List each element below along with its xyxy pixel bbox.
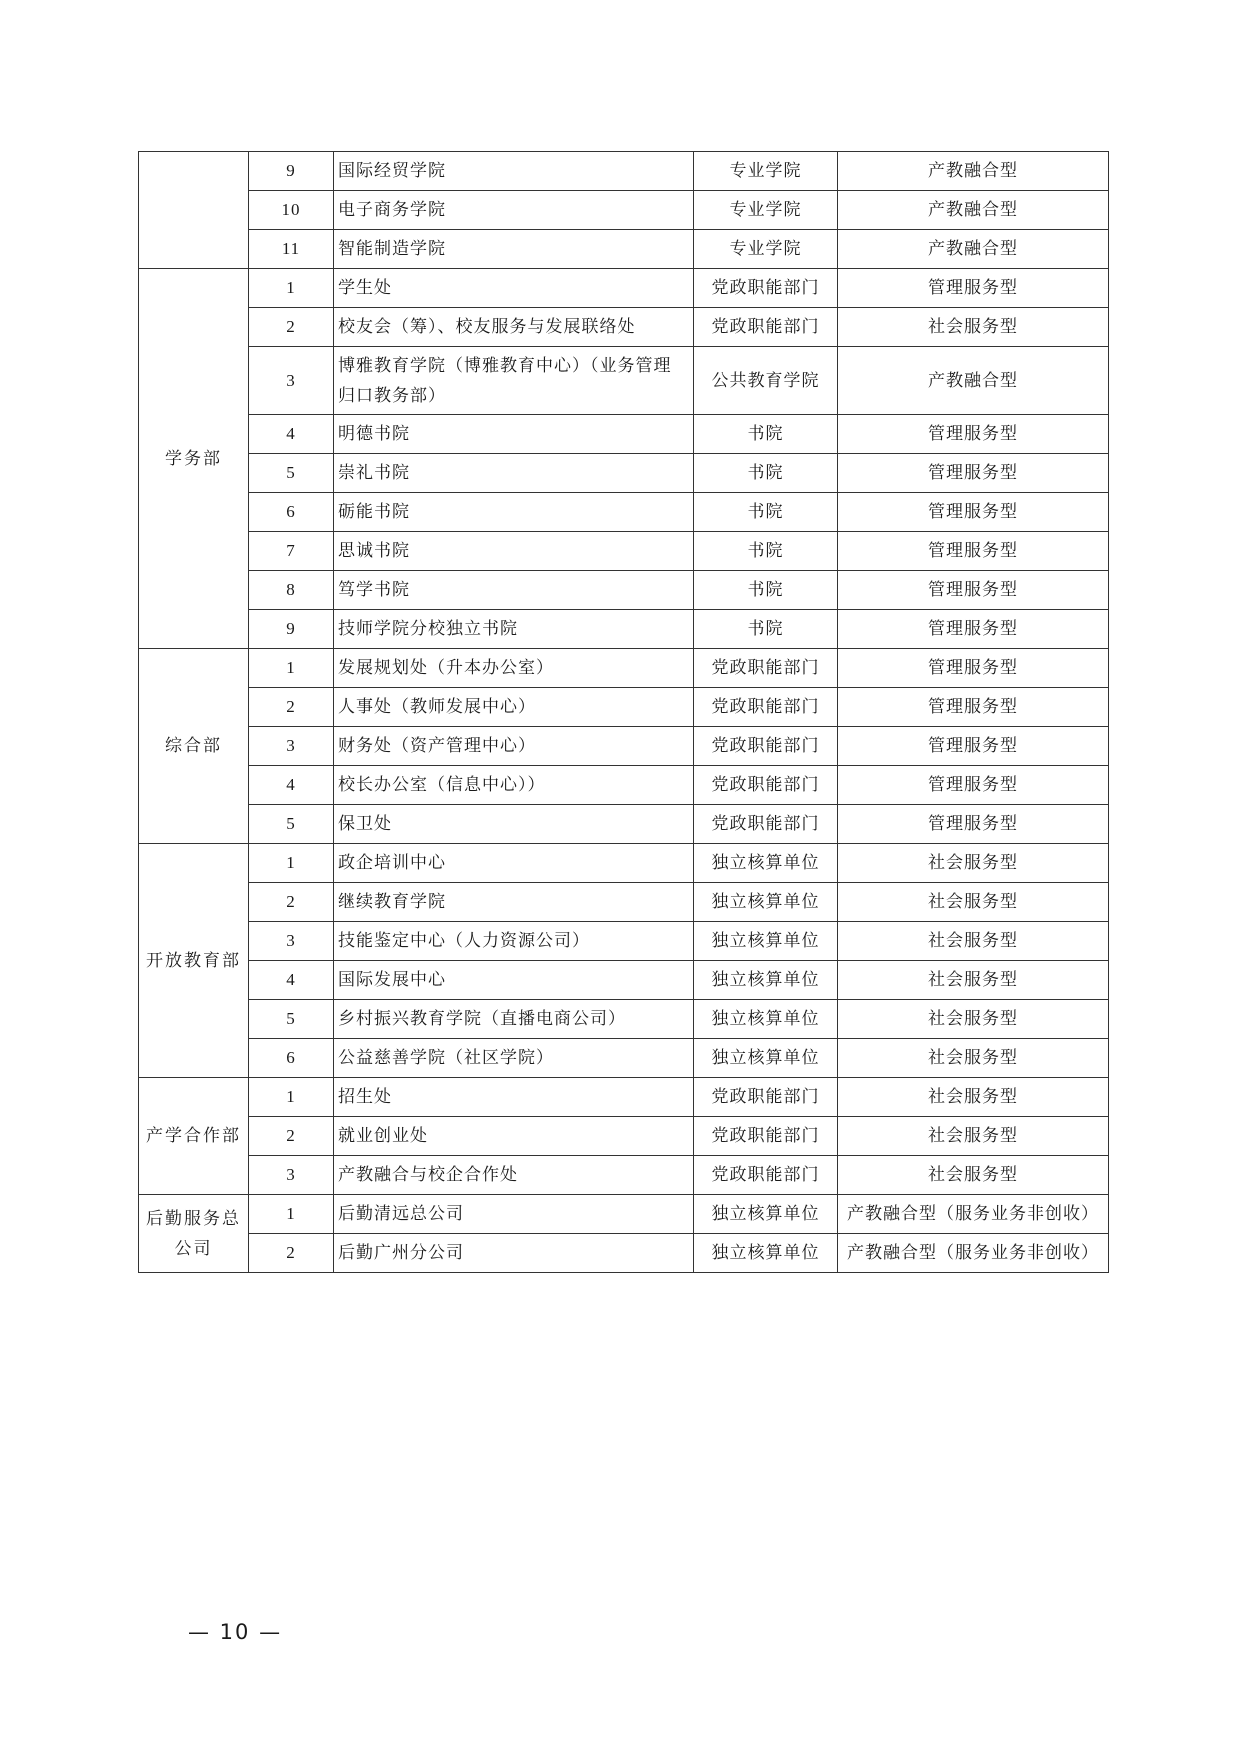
unit-number-cell: 4 xyxy=(249,766,334,805)
unit-type-cell: 产教融合型（服务业务非创收） xyxy=(838,1234,1109,1273)
page-number: — 10 — xyxy=(188,1620,283,1644)
unit-number-cell: 9 xyxy=(249,610,334,649)
table-row xyxy=(139,961,1109,1000)
unit-name-cell: 后勤广州分公司 xyxy=(334,1234,694,1273)
unit-number-cell: 2 xyxy=(249,688,334,727)
unit-name-cell: 明德书院 xyxy=(334,415,694,454)
unit-type-cell: 产教融合型（服务业务非创收） xyxy=(838,1195,1109,1234)
unit-name-cell: 国际经贸学院 xyxy=(334,152,694,191)
unit-type-cell: 管理服务型 xyxy=(838,571,1109,610)
unit-category-cell: 党政职能部门 xyxy=(694,727,838,766)
unit-category-cell: 党政职能部门 xyxy=(694,1156,838,1195)
unit-category-cell: 独立核算单位 xyxy=(694,1234,838,1273)
unit-name-cell: 校友会（筹）、校友服务与发展联络处 xyxy=(334,308,694,347)
table-row xyxy=(139,347,1109,415)
table-row xyxy=(139,688,1109,727)
unit-category-cell: 书院 xyxy=(694,454,838,493)
unit-number-cell: 9 xyxy=(249,152,334,191)
unit-name-cell: 砺能书院 xyxy=(334,493,694,532)
organization-table-body xyxy=(139,152,1109,1273)
unit-name-cell: 智能制造学院 xyxy=(334,230,694,269)
unit-name-cell: 思诚书院 xyxy=(334,532,694,571)
unit-number-cell: 7 xyxy=(249,532,334,571)
unit-type-cell: 社会服务型 xyxy=(838,922,1109,961)
unit-type-cell: 社会服务型 xyxy=(838,1039,1109,1078)
unit-type-cell: 管理服务型 xyxy=(838,454,1109,493)
unit-type-cell: 社会服务型 xyxy=(838,308,1109,347)
unit-type-cell: 社会服务型 xyxy=(838,883,1109,922)
unit-number-cell: 3 xyxy=(249,1156,334,1195)
department-cell: 综合部 xyxy=(139,649,249,844)
unit-number-cell: 3 xyxy=(249,347,334,415)
table-row xyxy=(139,922,1109,961)
table-row xyxy=(139,571,1109,610)
table-row xyxy=(139,532,1109,571)
unit-name-cell: 就业创业处 xyxy=(334,1117,694,1156)
unit-type-cell: 产教融合型 xyxy=(838,230,1109,269)
unit-number-cell: 2 xyxy=(249,1234,334,1273)
table-row xyxy=(139,493,1109,532)
unit-type-cell: 社会服务型 xyxy=(838,1156,1109,1195)
unit-number-cell: 1 xyxy=(249,1195,334,1234)
unit-number-cell: 3 xyxy=(249,922,334,961)
table-row xyxy=(139,1039,1109,1078)
unit-name-cell: 博雅教育学院（博雅教育中心）（业务管理归口教务部） xyxy=(334,347,694,415)
table-row xyxy=(139,805,1109,844)
unit-type-cell: 管理服务型 xyxy=(838,532,1109,571)
unit-category-cell: 党政职能部门 xyxy=(694,269,838,308)
unit-type-cell: 社会服务型 xyxy=(838,1078,1109,1117)
unit-number-cell: 8 xyxy=(249,571,334,610)
unit-number-cell: 11 xyxy=(249,230,334,269)
table-row xyxy=(139,230,1109,269)
table-row xyxy=(139,1195,1109,1234)
unit-type-cell: 产教融合型 xyxy=(838,347,1109,415)
unit-type-cell: 社会服务型 xyxy=(838,1117,1109,1156)
table-row xyxy=(139,649,1109,688)
unit-type-cell: 管理服务型 xyxy=(838,415,1109,454)
unit-number-cell: 6 xyxy=(249,493,334,532)
unit-type-cell: 管理服务型 xyxy=(838,649,1109,688)
unit-type-cell: 社会服务型 xyxy=(838,1000,1109,1039)
unit-category-cell: 公共教育学院 xyxy=(694,347,838,415)
unit-number-cell: 6 xyxy=(249,1039,334,1078)
unit-name-cell: 技师学院分校独立书院 xyxy=(334,610,694,649)
unit-type-cell: 管理服务型 xyxy=(838,610,1109,649)
unit-category-cell: 独立核算单位 xyxy=(694,1000,838,1039)
table-row xyxy=(139,766,1109,805)
unit-type-cell: 管理服务型 xyxy=(838,766,1109,805)
unit-type-cell: 社会服务型 xyxy=(838,961,1109,1000)
unit-number-cell: 2 xyxy=(249,1117,334,1156)
department-cell: 后勤服务总 公司 xyxy=(139,1195,249,1273)
table-row xyxy=(139,727,1109,766)
organization-table xyxy=(138,151,1109,1273)
unit-category-cell: 独立核算单位 xyxy=(694,1039,838,1078)
unit-category-cell: 专业学院 xyxy=(694,152,838,191)
unit-category-cell: 专业学院 xyxy=(694,230,838,269)
unit-number-cell: 2 xyxy=(249,308,334,347)
unit-category-cell: 书院 xyxy=(694,532,838,571)
unit-name-cell: 政企培训中心 xyxy=(334,844,694,883)
table-row xyxy=(139,610,1109,649)
unit-category-cell: 党政职能部门 xyxy=(694,1117,838,1156)
unit-number-cell: 4 xyxy=(249,961,334,1000)
unit-number-cell: 2 xyxy=(249,883,334,922)
unit-category-cell: 独立核算单位 xyxy=(694,961,838,1000)
unit-type-cell: 管理服务型 xyxy=(838,727,1109,766)
table-row xyxy=(139,1234,1109,1273)
unit-category-cell: 党政职能部门 xyxy=(694,766,838,805)
unit-category-cell: 党政职能部门 xyxy=(694,649,838,688)
table-row xyxy=(139,269,1109,308)
table-row xyxy=(139,308,1109,347)
table-row xyxy=(139,844,1109,883)
unit-category-cell: 专业学院 xyxy=(694,191,838,230)
unit-name-cell: 乡村振兴教育学院（直播电商公司） xyxy=(334,1000,694,1039)
unit-name-cell: 后勤清远总公司 xyxy=(334,1195,694,1234)
unit-type-cell: 管理服务型 xyxy=(838,493,1109,532)
table-row xyxy=(139,191,1109,230)
unit-name-cell: 国际发展中心 xyxy=(334,961,694,1000)
unit-number-cell: 1 xyxy=(249,269,334,308)
unit-number-cell: 1 xyxy=(249,844,334,883)
unit-name-cell: 继续教育学院 xyxy=(334,883,694,922)
unit-number-cell: 5 xyxy=(249,454,334,493)
unit-name-cell: 产教融合与校企合作处 xyxy=(334,1156,694,1195)
table-row xyxy=(139,152,1109,191)
department-cell: 开放教育部 xyxy=(139,844,249,1078)
unit-type-cell: 产教融合型 xyxy=(838,191,1109,230)
unit-name-cell: 笃学书院 xyxy=(334,571,694,610)
table-row xyxy=(139,1078,1109,1117)
department-cell: 产学合作部 xyxy=(139,1078,249,1195)
unit-name-cell: 崇礼书院 xyxy=(334,454,694,493)
unit-category-cell: 独立核算单位 xyxy=(694,844,838,883)
unit-number-cell: 1 xyxy=(249,1078,334,1117)
unit-category-cell: 书院 xyxy=(694,610,838,649)
table-row xyxy=(139,1156,1109,1195)
unit-name-cell: 公益慈善学院（社区学院） xyxy=(334,1039,694,1078)
unit-number-cell: 10 xyxy=(249,191,334,230)
unit-name-cell: 技能鉴定中心（人力资源公司） xyxy=(334,922,694,961)
unit-category-cell: 党政职能部门 xyxy=(694,308,838,347)
unit-name-cell: 校长办公室（信息中心）） xyxy=(334,766,694,805)
unit-number-cell: 4 xyxy=(249,415,334,454)
table-row xyxy=(139,415,1109,454)
unit-number-cell: 5 xyxy=(249,1000,334,1039)
unit-number-cell: 3 xyxy=(249,727,334,766)
unit-category-cell: 书院 xyxy=(694,415,838,454)
unit-number-cell: 1 xyxy=(249,649,334,688)
department-cell: 学务部 xyxy=(139,269,249,649)
unit-category-cell: 党政职能部门 xyxy=(694,1078,838,1117)
unit-category-cell: 独立核算单位 xyxy=(694,1195,838,1234)
unit-name-cell: 财务处（资产管理中心） xyxy=(334,727,694,766)
unit-name-cell: 招生处 xyxy=(334,1078,694,1117)
unit-category-cell: 独立核算单位 xyxy=(694,922,838,961)
department-cell xyxy=(139,152,249,269)
unit-name-cell: 人事处（教师发展中心） xyxy=(334,688,694,727)
unit-type-cell: 管理服务型 xyxy=(838,805,1109,844)
unit-name-cell: 保卫处 xyxy=(334,805,694,844)
unit-category-cell: 书院 xyxy=(694,571,838,610)
unit-category-cell: 党政职能部门 xyxy=(694,688,838,727)
unit-category-cell: 书院 xyxy=(694,493,838,532)
unit-type-cell: 产教融合型 xyxy=(838,152,1109,191)
unit-type-cell: 管理服务型 xyxy=(838,269,1109,308)
unit-type-cell: 社会服务型 xyxy=(838,844,1109,883)
table-row xyxy=(139,1000,1109,1039)
unit-category-cell: 党政职能部门 xyxy=(694,805,838,844)
unit-name-cell: 电子商务学院 xyxy=(334,191,694,230)
table-row xyxy=(139,883,1109,922)
unit-name-cell: 学生处 xyxy=(334,269,694,308)
table-row xyxy=(139,1117,1109,1156)
table-row xyxy=(139,454,1109,493)
unit-category-cell: 独立核算单位 xyxy=(694,883,838,922)
unit-type-cell: 管理服务型 xyxy=(838,688,1109,727)
unit-number-cell: 5 xyxy=(249,805,334,844)
unit-name-cell: 发展规划处（升本办公室） xyxy=(334,649,694,688)
